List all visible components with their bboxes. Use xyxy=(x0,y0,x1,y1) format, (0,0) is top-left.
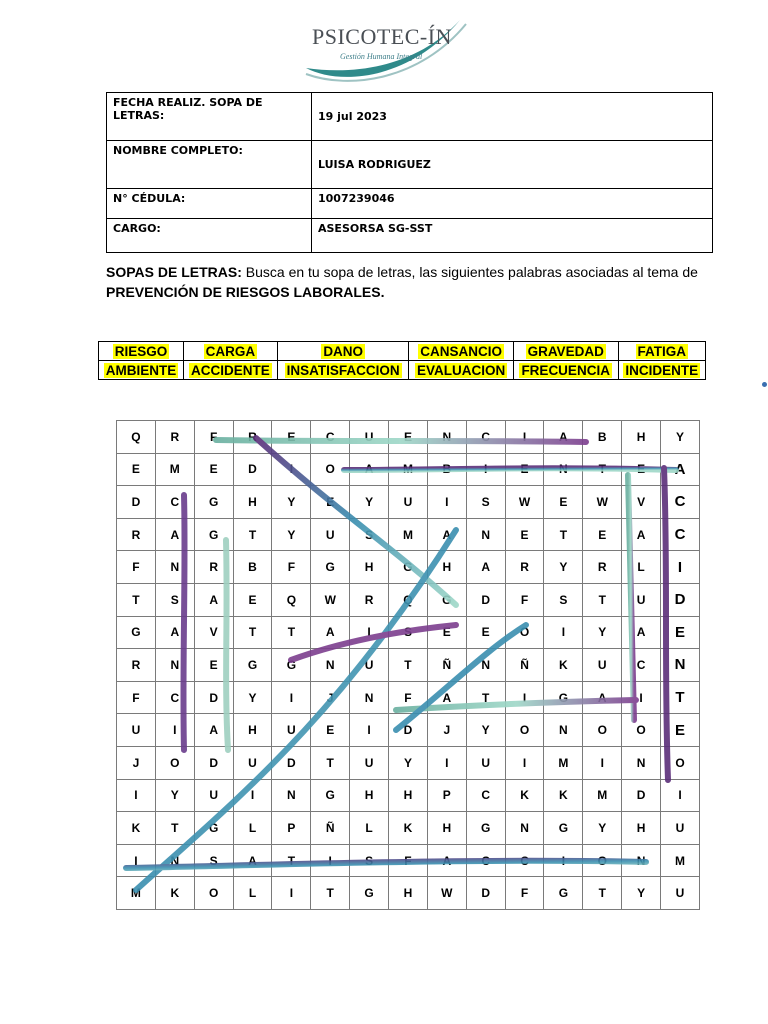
puzzle-row xyxy=(117,518,700,551)
puzzle-cell[interactable]: E xyxy=(466,616,505,649)
puzzle-cell[interactable]: G xyxy=(311,779,350,812)
word-cell xyxy=(409,342,513,361)
puzzle-cell[interactable]: L xyxy=(233,877,272,910)
puzzle-cell[interactable]: V xyxy=(194,616,233,649)
instructions-topic: PREVENCIÓN DE RIESGOS LABORALES. xyxy=(106,284,385,300)
puzzle-cell[interactable]: F xyxy=(117,681,156,714)
puzzle-cell[interactable]: R xyxy=(117,518,156,551)
puzzle-cell[interactable]: T xyxy=(272,844,311,877)
puzzle-cell[interactable]: U xyxy=(389,486,428,519)
puzzle-cell[interactable]: I xyxy=(466,453,505,486)
puzzle-cell[interactable]: R xyxy=(350,583,389,616)
puzzle-cell[interactable]: W xyxy=(505,486,544,519)
puzzle-cell[interactable]: H xyxy=(427,551,466,584)
puzzle-cell[interactable]: E xyxy=(544,486,583,519)
puzzle-cell[interactable]: R xyxy=(117,649,156,682)
puzzle-cell[interactable]: I xyxy=(505,746,544,779)
instructions xyxy=(106,262,706,302)
info-label: N° CÉDULA: xyxy=(107,189,312,219)
info-table xyxy=(106,92,713,253)
puzzle-cell[interactable]: N xyxy=(155,649,194,682)
word-cell xyxy=(99,342,184,361)
puzzle-cell[interactable]: P xyxy=(427,779,466,812)
puzzle-cell[interactable]: I xyxy=(350,616,389,649)
puzzle-row xyxy=(117,779,700,812)
word: CANSANCIO xyxy=(420,343,503,359)
info-value: ASESORSA SG-SST xyxy=(312,219,713,253)
puzzle-cell[interactable]: S xyxy=(155,583,194,616)
puzzle-cell[interactable]: M xyxy=(389,518,428,551)
puzzle-cell[interactable]: S xyxy=(350,518,389,551)
puzzle-cell[interactable]: D xyxy=(194,681,233,714)
puzzle-cell[interactable]: K xyxy=(389,812,428,845)
puzzle-cell[interactable]: T xyxy=(155,812,194,845)
puzzle-cell[interactable]: T xyxy=(583,583,622,616)
puzzle-cell[interactable]: I xyxy=(544,616,583,649)
word-cell xyxy=(618,361,705,380)
puzzle-cell[interactable]: U xyxy=(233,746,272,779)
puzzle-cell[interactable]: G xyxy=(544,812,583,845)
company-logo xyxy=(300,14,470,84)
puzzle-row xyxy=(117,421,700,454)
puzzle-cell[interactable]: B xyxy=(583,421,622,454)
puzzle-cell[interactable]: J xyxy=(311,681,350,714)
puzzle-cell[interactable]: H xyxy=(427,812,466,845)
puzzle-cell[interactable]: O xyxy=(505,616,544,649)
puzzle-cell[interactable]: T xyxy=(311,746,350,779)
puzzle-cell[interactable]: I xyxy=(233,779,272,812)
puzzle-cell[interactable]: C xyxy=(466,421,505,454)
info-value: 19 jul 2023 xyxy=(312,93,713,141)
puzzle-cell[interactable]: N xyxy=(622,844,661,877)
puzzle-cell[interactable]: G xyxy=(544,681,583,714)
puzzle-cell[interactable]: E xyxy=(272,421,311,454)
puzzle-cell[interactable]: D xyxy=(194,746,233,779)
puzzle-cell[interactable]: U xyxy=(272,714,311,747)
puzzle-cell[interactable]: Y xyxy=(544,551,583,584)
puzzle-cell[interactable]: C xyxy=(661,486,700,519)
logo-tagline: Gestión Humana Integral xyxy=(340,52,423,61)
puzzle-cell[interactable]: I xyxy=(272,681,311,714)
puzzle-cell[interactable]: A xyxy=(622,518,661,551)
puzzle-cell[interactable]: L xyxy=(233,812,272,845)
puzzle-cell[interactable]: O xyxy=(194,877,233,910)
puzzle-cell[interactable]: Q xyxy=(117,421,156,454)
puzzle-cell[interactable]: E xyxy=(194,649,233,682)
puzzle-cell[interactable]: Y xyxy=(350,486,389,519)
puzzle-cell[interactable]: Ñ xyxy=(427,649,466,682)
puzzle-cell[interactable]: I xyxy=(117,779,156,812)
puzzle-cell[interactable]: U xyxy=(583,649,622,682)
word: EVALUACION xyxy=(417,362,506,378)
puzzle-cell[interactable]: D xyxy=(466,877,505,910)
puzzle-cell[interactable]: N xyxy=(466,649,505,682)
puzzle-cell[interactable]: G xyxy=(233,649,272,682)
puzzle-cell[interactable]: G xyxy=(272,649,311,682)
puzzle-cell[interactable]: Y xyxy=(661,421,700,454)
puzzle-cell[interactable]: I xyxy=(272,877,311,910)
puzzle-row xyxy=(117,844,700,877)
puzzle-cell[interactable]: B xyxy=(427,453,466,486)
puzzle-cell[interactable]: N xyxy=(544,714,583,747)
puzzle-cell[interactable]: C xyxy=(155,681,194,714)
puzzle-cell[interactable]: Q xyxy=(272,583,311,616)
puzzle-cell[interactable]: A xyxy=(583,681,622,714)
puzzle-cell[interactable]: K xyxy=(544,779,583,812)
puzzle-cell[interactable]: H xyxy=(389,779,428,812)
word: FRECUENCIA xyxy=(521,362,610,378)
puzzle-cell[interactable]: C xyxy=(311,421,350,454)
instructions-heading: SOPAS DE LETRAS: xyxy=(106,264,242,280)
puzzle-cell[interactable]: M xyxy=(661,844,700,877)
puzzle-cell[interactable]: A xyxy=(155,616,194,649)
puzzle-cell[interactable]: M xyxy=(389,453,428,486)
puzzle-cell[interactable]: Y xyxy=(583,812,622,845)
puzzle-cell[interactable]: I xyxy=(427,746,466,779)
puzzle-cell[interactable]: R xyxy=(194,551,233,584)
puzzle-cell[interactable]: Y xyxy=(272,518,311,551)
puzzle-cell[interactable]: I xyxy=(622,681,661,714)
puzzle-row xyxy=(117,746,700,779)
puzzle-cell[interactable]: N xyxy=(466,518,505,551)
puzzle-cell[interactable]: E xyxy=(311,714,350,747)
word-cell xyxy=(409,361,513,380)
puzzle-cell[interactable]: Y xyxy=(583,616,622,649)
puzzle-row xyxy=(117,649,700,682)
puzzle-cell[interactable]: G xyxy=(427,583,466,616)
puzzle-cell[interactable]: G xyxy=(466,812,505,845)
info-label: CARGO: xyxy=(107,219,312,253)
puzzle-cell[interactable]: E xyxy=(661,616,700,649)
puzzle-cell[interactable]: H xyxy=(350,551,389,584)
puzzle-cell[interactable]: W xyxy=(583,486,622,519)
puzzle-cell[interactable]: N xyxy=(272,779,311,812)
puzzle-cell[interactable]: A xyxy=(427,518,466,551)
puzzle-cell[interactable]: S xyxy=(194,844,233,877)
info-row xyxy=(107,141,713,189)
puzzle-cell[interactable]: Ñ xyxy=(505,649,544,682)
puzzle-cell[interactable]: T xyxy=(583,453,622,486)
word: ACCIDENTE xyxy=(191,362,270,378)
puzzle-cell[interactable]: C xyxy=(466,779,505,812)
puzzle-cell[interactable]: A xyxy=(194,714,233,747)
puzzle-cell[interactable]: M xyxy=(117,877,156,910)
puzzle-cell[interactable]: H xyxy=(389,877,428,910)
puzzle-cell[interactable]: G xyxy=(194,812,233,845)
puzzle-cell[interactable]: I xyxy=(272,453,311,486)
puzzle-cell[interactable]: E xyxy=(117,453,156,486)
puzzle-cell[interactable]: U xyxy=(117,714,156,747)
puzzle-cell[interactable]: I xyxy=(661,551,700,584)
puzzle-cell[interactable]: N xyxy=(505,812,544,845)
puzzle-cell[interactable]: A xyxy=(427,844,466,877)
puzzle-row xyxy=(117,714,700,747)
puzzle-cell[interactable]: R xyxy=(583,551,622,584)
puzzle-row xyxy=(117,453,700,486)
logo-brand: PSICOTEC-ÍN xyxy=(312,24,452,49)
puzzle-cell[interactable]: A xyxy=(466,551,505,584)
puzzle-cell[interactable]: M xyxy=(544,746,583,779)
puzzle-table xyxy=(116,420,700,910)
puzzle-cell[interactable]: L xyxy=(622,551,661,584)
puzzle-cell[interactable]: G xyxy=(194,486,233,519)
puzzle-cell[interactable]: R xyxy=(505,551,544,584)
puzzle-cell[interactable]: D xyxy=(622,779,661,812)
puzzle-cell[interactable]: J xyxy=(427,714,466,747)
puzzle-cell[interactable]: W xyxy=(311,583,350,616)
puzzle-cell[interactable]: F xyxy=(194,421,233,454)
puzzle-cell[interactable]: F xyxy=(389,681,428,714)
puzzle-cell[interactable]: G xyxy=(117,616,156,649)
info-row xyxy=(107,189,713,219)
puzzle-cell[interactable]: I xyxy=(311,844,350,877)
stray-dot xyxy=(762,382,767,387)
puzzle-cell[interactable]: H xyxy=(350,779,389,812)
puzzle-cell[interactable]: E xyxy=(389,421,428,454)
puzzle-cell[interactable]: S xyxy=(466,486,505,519)
word-cell xyxy=(618,342,705,361)
puzzle-cell[interactable]: C xyxy=(155,486,194,519)
puzzle-cell[interactable]: G xyxy=(389,551,428,584)
word-cell xyxy=(277,361,409,380)
puzzle-cell[interactable]: A xyxy=(622,616,661,649)
puzzle-cell[interactable]: U xyxy=(194,779,233,812)
puzzle-cell[interactable]: R xyxy=(155,421,194,454)
puzzle-cell[interactable]: T xyxy=(661,681,700,714)
puzzle-cell[interactable]: U xyxy=(661,812,700,845)
puzzle-cell[interactable]: O xyxy=(583,714,622,747)
puzzle-cell[interactable]: K xyxy=(505,779,544,812)
info-value: LUISA RODRIGUEZ xyxy=(312,141,713,189)
puzzle-cell[interactable]: A xyxy=(661,453,700,486)
word: RIESGO xyxy=(114,343,168,359)
word-cell xyxy=(277,342,409,361)
puzzle-cell[interactable]: R xyxy=(233,421,272,454)
puzzle-cell[interactable]: G xyxy=(194,518,233,551)
puzzle-cell[interactable]: T xyxy=(311,877,350,910)
info-row xyxy=(107,219,713,253)
puzzle-cell[interactable]: E xyxy=(583,518,622,551)
puzzle-cell[interactable]: Q xyxy=(389,583,428,616)
puzzle-cell[interactable]: H xyxy=(233,486,272,519)
puzzle-cell[interactable]: Y xyxy=(233,681,272,714)
puzzle-cell[interactable]: I xyxy=(155,714,194,747)
puzzle-cell[interactable]: O xyxy=(661,746,700,779)
puzzle-cell[interactable]: A xyxy=(233,844,272,877)
puzzle-cell[interactable]: E xyxy=(661,714,700,747)
puzzle-cell[interactable]: H xyxy=(622,812,661,845)
puzzle-cell[interactable]: O xyxy=(622,714,661,747)
puzzle-cell[interactable]: U xyxy=(311,518,350,551)
puzzle-cell[interactable]: L xyxy=(350,812,389,845)
word: INCIDENTE xyxy=(625,362,699,378)
puzzle-cell[interactable]: U xyxy=(622,583,661,616)
puzzle-cell[interactable]: C xyxy=(661,518,700,551)
puzzle-cell[interactable]: J xyxy=(117,746,156,779)
puzzle-cell[interactable]: A xyxy=(311,616,350,649)
puzzle-cell[interactable]: F xyxy=(389,844,428,877)
puzzle-cell[interactable]: I xyxy=(583,746,622,779)
word-search-grid[interactable] xyxy=(116,420,700,910)
puzzle-cell[interactable]: F xyxy=(505,877,544,910)
puzzle-cell[interactable]: D xyxy=(272,746,311,779)
puzzle-cell[interactable]: D xyxy=(466,583,505,616)
puzzle-cell[interactable]: U xyxy=(661,877,700,910)
puzzle-cell[interactable]: B xyxy=(233,551,272,584)
info-label: NOMBRE COMPLETO: xyxy=(107,141,312,189)
puzzle-cell[interactable]: T xyxy=(117,583,156,616)
puzzle-cell[interactable]: N xyxy=(544,453,583,486)
puzzle-cell[interactable]: D xyxy=(117,486,156,519)
word: DANO xyxy=(323,343,364,359)
puzzle-cell[interactable]: I xyxy=(427,486,466,519)
puzzle-cell[interactable]: I xyxy=(544,844,583,877)
puzzle-cell[interactable]: A xyxy=(427,681,466,714)
puzzle-cell[interactable]: T xyxy=(272,616,311,649)
puzzle-cell[interactable]: N xyxy=(350,681,389,714)
puzzle-cell[interactable]: E xyxy=(233,583,272,616)
word-cell xyxy=(513,361,618,380)
puzzle-cell[interactable]: F xyxy=(505,583,544,616)
puzzle-cell[interactable]: Y xyxy=(622,877,661,910)
puzzle-row xyxy=(117,583,700,616)
puzzle-cell[interactable]: F xyxy=(117,551,156,584)
instructions-text: Busca en tu sopa de letras, las siguientes palabras asociadas al tema de xyxy=(241,264,698,280)
puzzle-cell[interactable]: N xyxy=(155,551,194,584)
puzzle-cell[interactable]: O xyxy=(505,714,544,747)
puzzle-cell[interactable]: S xyxy=(350,844,389,877)
word-row xyxy=(99,361,706,380)
puzzle-cell[interactable]: E xyxy=(505,453,544,486)
puzzle-cell[interactable]: M xyxy=(155,453,194,486)
puzzle-cell[interactable]: N xyxy=(311,649,350,682)
puzzle-cell[interactable]: U xyxy=(350,421,389,454)
puzzle-cell[interactable]: G xyxy=(350,877,389,910)
word-cell xyxy=(183,342,277,361)
puzzle-cell[interactable]: Y xyxy=(466,714,505,747)
puzzle-cell[interactable]: K xyxy=(117,812,156,845)
word: INSATISFACCION xyxy=(286,362,400,378)
puzzle-cell[interactable]: T xyxy=(544,518,583,551)
word: FATIGA xyxy=(637,343,687,359)
puzzle-cell[interactable]: W xyxy=(427,877,466,910)
puzzle-cell[interactable]: I xyxy=(350,714,389,747)
puzzle-cell[interactable]: A xyxy=(155,518,194,551)
puzzle-cell[interactable]: P xyxy=(272,812,311,845)
puzzle-cell[interactable]: N xyxy=(622,746,661,779)
puzzle-row xyxy=(117,486,700,519)
puzzle-cell[interactable]: O xyxy=(583,844,622,877)
puzzle-cell[interactable]: T xyxy=(233,518,272,551)
word-cell xyxy=(99,361,184,380)
puzzle-cell[interactable]: G xyxy=(544,877,583,910)
info-value: 1007239046 xyxy=(312,189,713,219)
word-row xyxy=(99,342,706,361)
puzzle-cell[interactable]: N xyxy=(661,649,700,682)
word-list xyxy=(98,341,706,380)
puzzle-row xyxy=(117,877,700,910)
word-cell xyxy=(183,361,277,380)
puzzle-cell[interactable]: T xyxy=(389,649,428,682)
puzzle-cell[interactable]: Y xyxy=(389,746,428,779)
puzzle-cell[interactable]: O xyxy=(311,453,350,486)
puzzle-cell[interactable]: E xyxy=(622,453,661,486)
puzzle-cell[interactable]: Y xyxy=(155,779,194,812)
puzzle-cell[interactable]: C xyxy=(466,844,505,877)
puzzle-cell[interactable]: H xyxy=(622,421,661,454)
puzzle-cell[interactable]: S xyxy=(389,616,428,649)
word: CARGA xyxy=(205,343,256,359)
puzzle-cell[interactable]: D xyxy=(389,714,428,747)
puzzle-cell[interactable]: O xyxy=(155,746,194,779)
puzzle-cell[interactable]: I xyxy=(505,421,544,454)
puzzle-cell[interactable]: H xyxy=(233,714,272,747)
puzzle-cell[interactable]: A xyxy=(544,421,583,454)
puzzle-cell[interactable]: I xyxy=(505,681,544,714)
puzzle-cell[interactable]: I xyxy=(117,844,156,877)
puzzle-cell[interactable]: U xyxy=(350,746,389,779)
puzzle-cell[interactable]: E xyxy=(311,486,350,519)
puzzle-cell[interactable]: D xyxy=(233,453,272,486)
puzzle-row xyxy=(117,812,700,845)
puzzle-cell[interactable]: Ñ xyxy=(311,812,350,845)
puzzle-cell[interactable]: C xyxy=(505,844,544,877)
puzzle-cell[interactable]: A xyxy=(194,583,233,616)
puzzle-cell[interactable]: T xyxy=(583,877,622,910)
puzzle-cell[interactable]: Y xyxy=(272,486,311,519)
puzzle-cell[interactable]: F xyxy=(272,551,311,584)
puzzle-cell[interactable]: A xyxy=(350,453,389,486)
puzzle-cell[interactable]: N xyxy=(155,844,194,877)
puzzle-cell[interactable]: V xyxy=(622,486,661,519)
puzzle-cell[interactable]: G xyxy=(311,551,350,584)
puzzle-cell[interactable]: E xyxy=(427,616,466,649)
puzzle-cell[interactable]: M xyxy=(583,779,622,812)
puzzle-cell[interactable]: E xyxy=(505,518,544,551)
puzzle-cell[interactable]: U xyxy=(466,746,505,779)
puzzle-cell[interactable]: K xyxy=(155,877,194,910)
puzzle-cell[interactable]: U xyxy=(350,649,389,682)
word: AMBIENTE xyxy=(105,362,177,378)
puzzle-row xyxy=(117,616,700,649)
puzzle-cell[interactable]: N xyxy=(427,421,466,454)
word-cell xyxy=(513,342,618,361)
puzzle-cell[interactable]: I xyxy=(661,779,700,812)
puzzle-row xyxy=(117,551,700,584)
info-label: FECHA REALIZ. SOPA DE LETRAS: xyxy=(107,93,312,141)
word: GRAVEDAD xyxy=(527,343,604,359)
puzzle-cell[interactable]: D xyxy=(661,583,700,616)
puzzle-row xyxy=(117,681,700,714)
puzzle-cell[interactable]: K xyxy=(544,649,583,682)
puzzle-cell[interactable]: E xyxy=(194,453,233,486)
puzzle-cell[interactable]: C xyxy=(622,649,661,682)
puzzle-cell[interactable]: T xyxy=(233,616,272,649)
puzzle-cell[interactable]: T xyxy=(466,681,505,714)
info-row xyxy=(107,93,713,141)
puzzle-cell[interactable]: S xyxy=(544,583,583,616)
